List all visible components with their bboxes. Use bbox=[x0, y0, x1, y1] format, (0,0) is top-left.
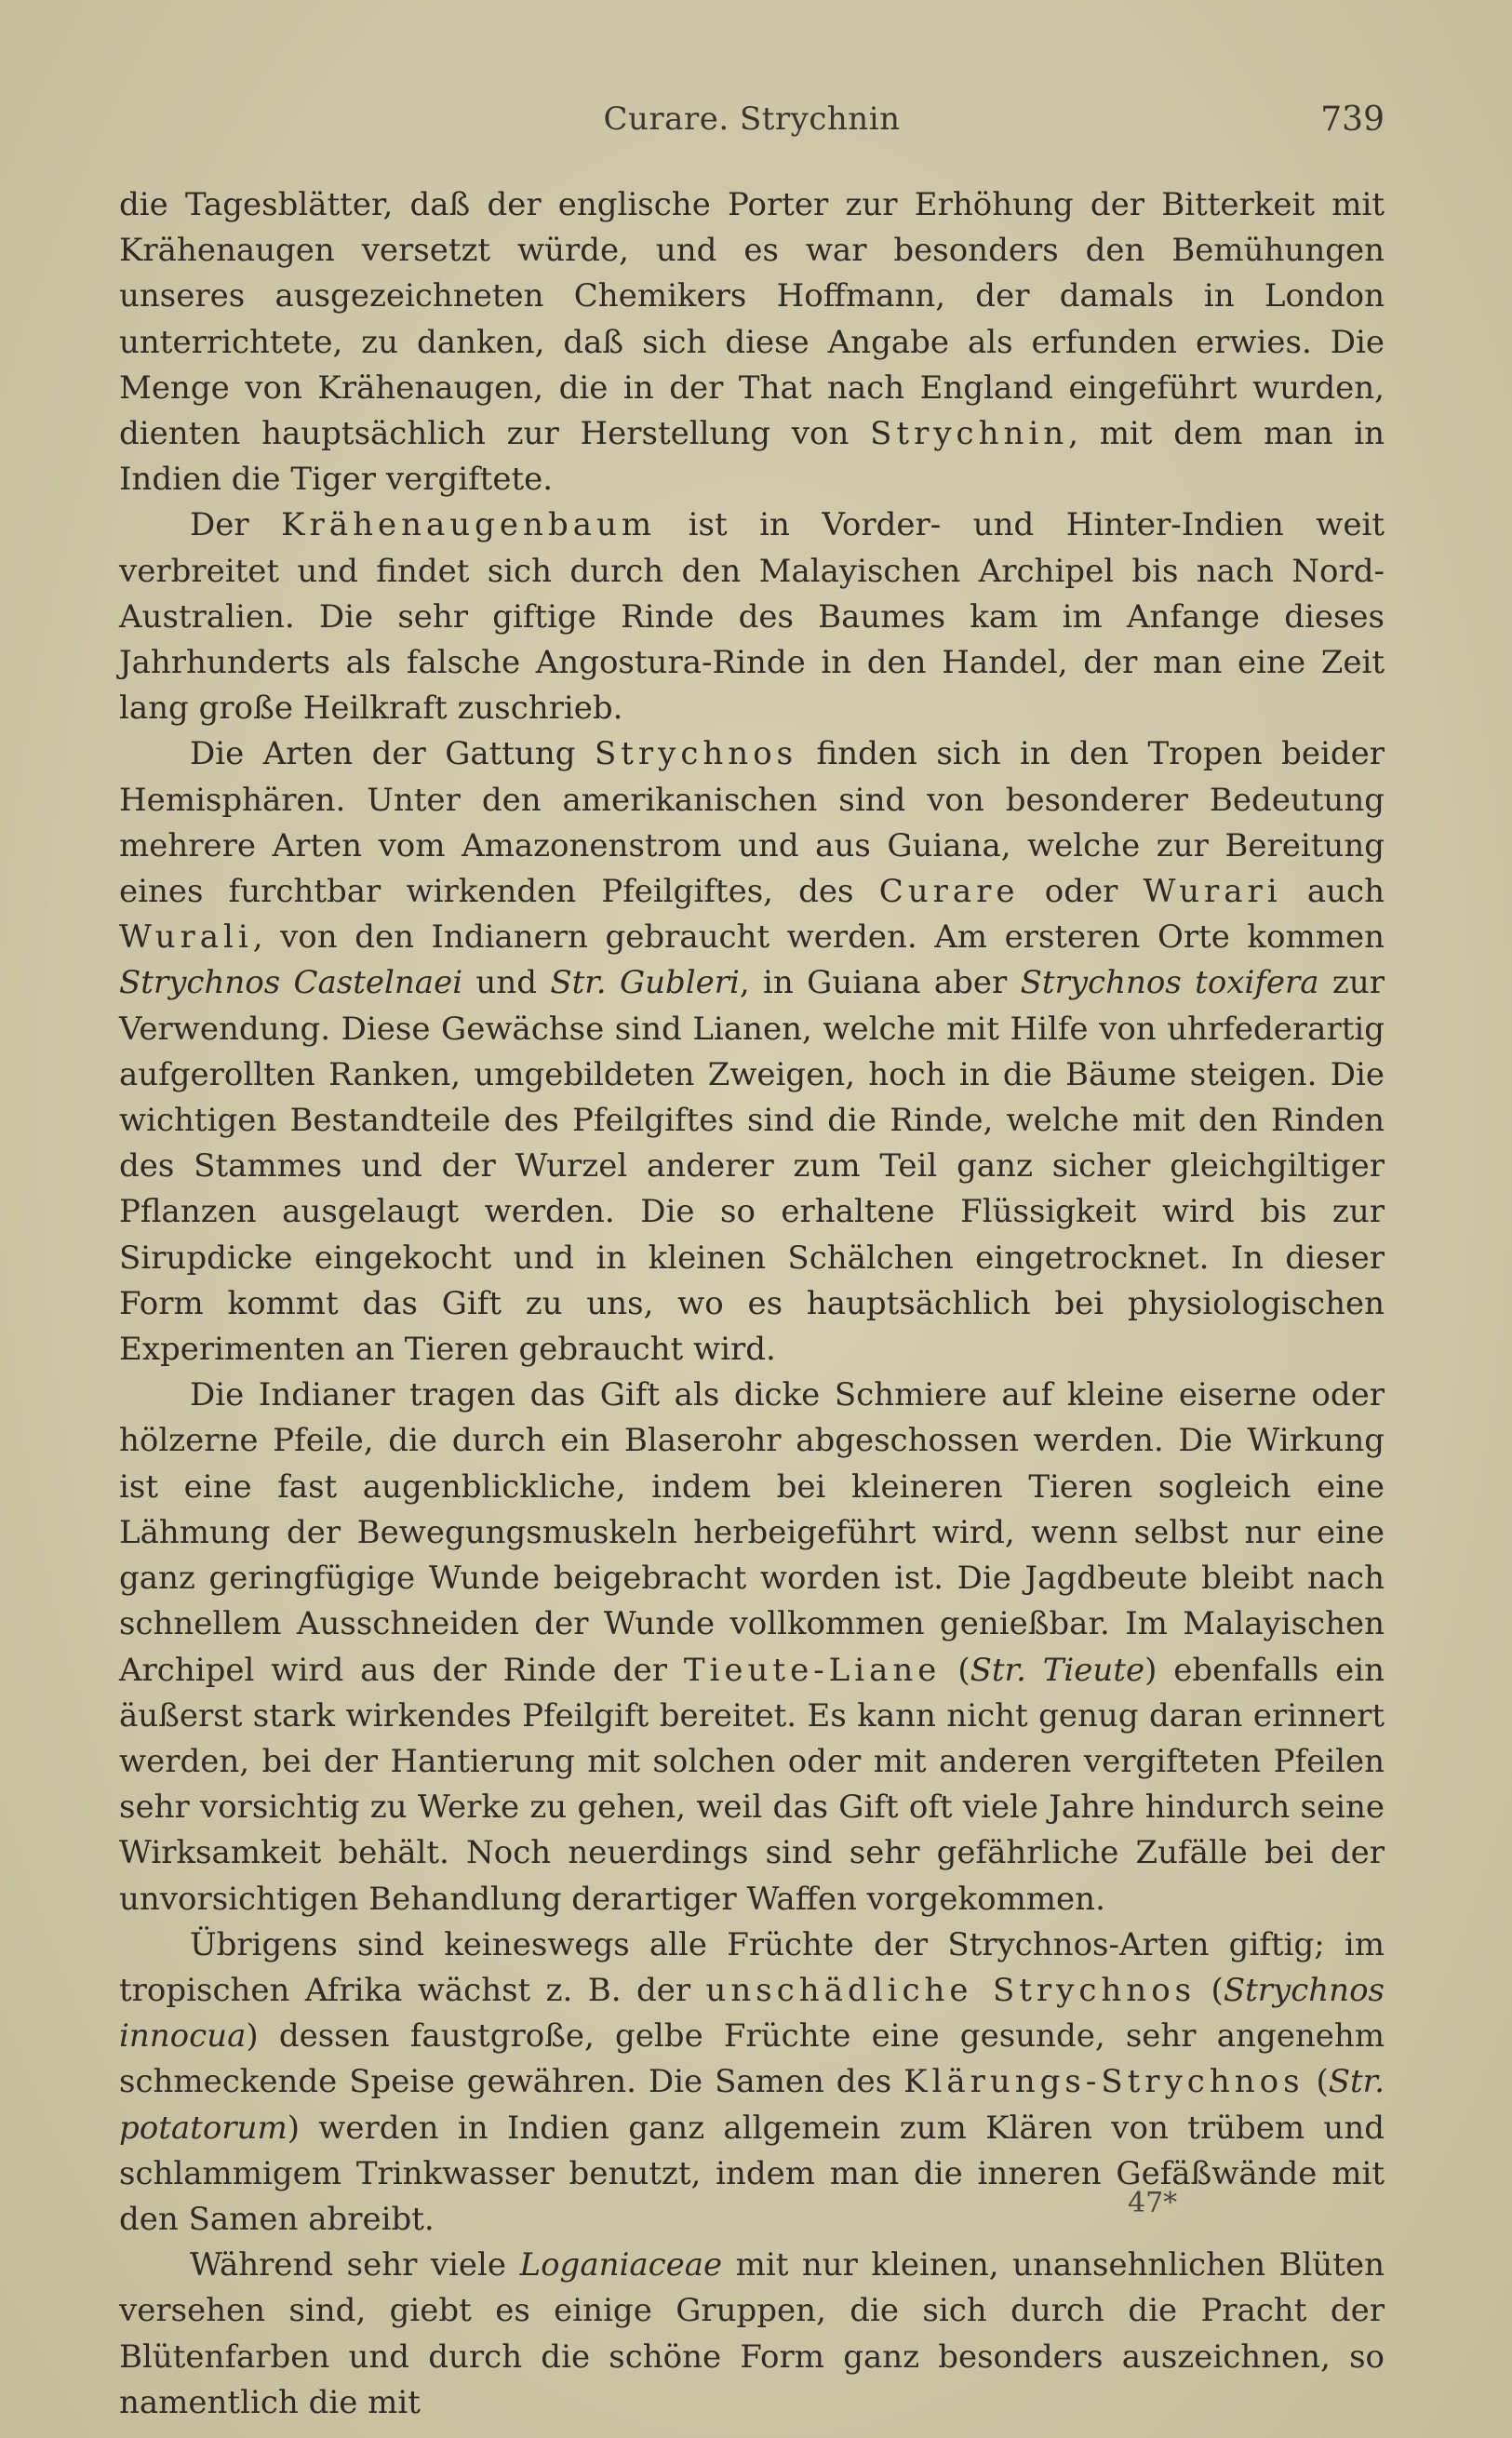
spaced-text: Curare bbox=[878, 873, 1020, 911]
italic-text: Str. Gubleri bbox=[550, 964, 740, 1002]
spaced-text: Wurari bbox=[1143, 873, 1282, 911]
text-run: ) dessen faustgroße, gelbe Früchte eine gesunde, sehr angenehm schmeckende Speise gewähren. Die Samen des bbox=[119, 2017, 1385, 2101]
paragraph bbox=[119, 502, 1385, 731]
paragraph bbox=[119, 2243, 1385, 2426]
page-header bbox=[119, 100, 1385, 147]
text-run: ( bbox=[1196, 1971, 1224, 2009]
text-run: Während sehr viele bbox=[190, 2246, 520, 2284]
text-run: ist in Vorder- und Hinter-Indien weit verbreitet und findet sich durch den Malayischen Archipel bis nach Nord-Australien. Die sehr giftige Rinde des Baumes kam im Anfange dieses Jahrhunderts als falsche Angostura-Rinde in den Handel, der man eine Zeit lang große Heilkraft zuschrieb. bbox=[119, 506, 1385, 728]
text-run: , in Guiana aber bbox=[739, 964, 1021, 1002]
text-run: , von den Indianern gebraucht werden. Am ersteren Orte kommen bbox=[252, 918, 1385, 957]
text-run: ) werden in Indien ganz allgemein zum Klären von trübem und schlammigem Trinkwasser benutzt, indem man die inneren Gefäßwände mit den Samen abreibt. bbox=[119, 2109, 1385, 2238]
text-run: Übrigens sind keineswegs alle Früchte der Strychnos-Arten giftig; im tropischen Afrika wächst z. B. der bbox=[119, 1925, 1385, 2009]
paragraph bbox=[119, 731, 1385, 1373]
paragraph bbox=[119, 1373, 1385, 1922]
spaced-text: Wurali bbox=[119, 918, 253, 957]
text-run: , mit dem man in Indien die Tiger vergiftete. bbox=[119, 415, 1385, 499]
text-run: mit nur kleinen, unansehnlichen Blüten versehen sind, giebt es einige Gruppen, die sich durch die Pracht der Blütenfarben und durch die schöne Form ganz besonders auszeichnen, so namentlich die mit bbox=[119, 2246, 1385, 2421]
printer-signature: 47* bbox=[1128, 2187, 1178, 2219]
italic-text: Strychnos toxifera bbox=[1020, 964, 1319, 1002]
spaced-text: Tieute-Liane bbox=[683, 1651, 942, 1689]
text-run: Der bbox=[190, 506, 282, 544]
text-run: Die Arten der Gattung bbox=[190, 735, 595, 773]
text-run: zur Verwendung. Diese Gewächse sind Lianen, welche mit Hilfe von uhrfederartig aufgerollten Ranken, umgebildeten Zweigen, hoch in die Bäume steigen. Die wichtigen Bestandteile des Pfeilgiftes sind die Rinde, welche mit den Rinden des Stammes und der Wurzel anderer zum Teil ganz sicher gleichgiltiger Pflanzen ausgelaugt werden. Die so erhaltene Flüssigkeit wird bis zur Sirupdicke eingekocht und in kleinen Schälchen eingetrocknet. In dieser Form kommt das Gift zu uns, wo es hauptsächlich bei physiologischen Experimenten an Tieren gebraucht wird. bbox=[119, 964, 1385, 1369]
spaced-text: Krähenaugenbaum bbox=[281, 506, 657, 544]
italic-text: Str. potatorum bbox=[119, 2063, 1385, 2147]
spaced-text: Strychnos bbox=[594, 735, 798, 773]
text-run: ) ebenfalls ein äußerst stark wirkendes Pfeilgift bereitet. Es kann nicht genug daran erinnert werden, bei der Hantierung mit solchen oder mit anderen vergifteten Pfeilen sehr vorsichtig zu Werke zu gehen, weil das Gift oft viele Jahre hindurch seine Wirksamkeit behält. Noch neuerdings sind sehr gefährliche Zufälle bei der unvorsichtigen Behandlung derartiger Waffen vorgekommen. bbox=[119, 1651, 1385, 1918]
text-run: oder bbox=[1019, 873, 1144, 911]
body-text bbox=[119, 182, 1385, 2426]
text-run: auch bbox=[1281, 873, 1385, 911]
text-run: ( bbox=[1304, 2063, 1329, 2101]
text-run: Die Indianer tragen das Gift als dicke Schmiere auf kleine eiserne oder hölzerne Pfeile, die durch ein Blaserohr abgeschossen werden. Die Wirkung ist eine fast augenblickliche, indem bei kleineren Tieren sogleich eine Lähmung der Bewegungsmuskeln herbeigeführt wird, wenn selbst nur eine ganz geringfügige Wunde beigebracht worden ist. Die Jagdbeute bleibt nach schnellem Ausschneiden der Wunde vollkommen genießbar. Im Malayischen Archipel wird aus der Rinde der bbox=[119, 1376, 1385, 1689]
text-run: und bbox=[462, 964, 551, 1002]
page-number: 739 bbox=[1320, 100, 1385, 139]
text-run: die Tagesblätter, daß der englische Porter zur Erhöhung der Bitterkeit mit Krähenaugen versetzt würde, und es war besonders den Bemühungen unseres ausgezeichneten Chemikers Hoffmann, der damals in London unterrichtete, zu danken, daß sich diese Angabe als erfunden erwies. Die Menge von Krähenaugen, die in der That nach England eingeführt wurden, dienten hauptsächlich zur Herstellung von bbox=[119, 186, 1385, 453]
paragraph bbox=[119, 182, 1385, 502]
italic-text: Str. Tieute bbox=[970, 1651, 1145, 1689]
spaced-text: Strychnin bbox=[870, 415, 1069, 453]
spaced-text: Klärungs-Strychnos bbox=[903, 2063, 1305, 2101]
text-run: finden sich in den Tropen beider Hemisphären. Unter den amerikanischen sind von besonderer Bedeutung mehrere Arten vom Amazonenstrom und aus Guiana, welche zur Bereitung eines furchtbar wirkenden Pfeilgiftes, des bbox=[119, 735, 1385, 911]
running-head: Curare. Strychnin bbox=[603, 100, 901, 138]
paragraph bbox=[119, 1922, 1385, 2243]
italic-text: Strychnos innocua bbox=[119, 1971, 1385, 2056]
spaced-text: unschädliche Strychnos bbox=[705, 1971, 1197, 2009]
italic-text: Strychnos Castelnaei bbox=[119, 964, 463, 1002]
text-run: ( bbox=[941, 1651, 970, 1689]
italic-text: Loganiaceae bbox=[519, 2246, 723, 2284]
